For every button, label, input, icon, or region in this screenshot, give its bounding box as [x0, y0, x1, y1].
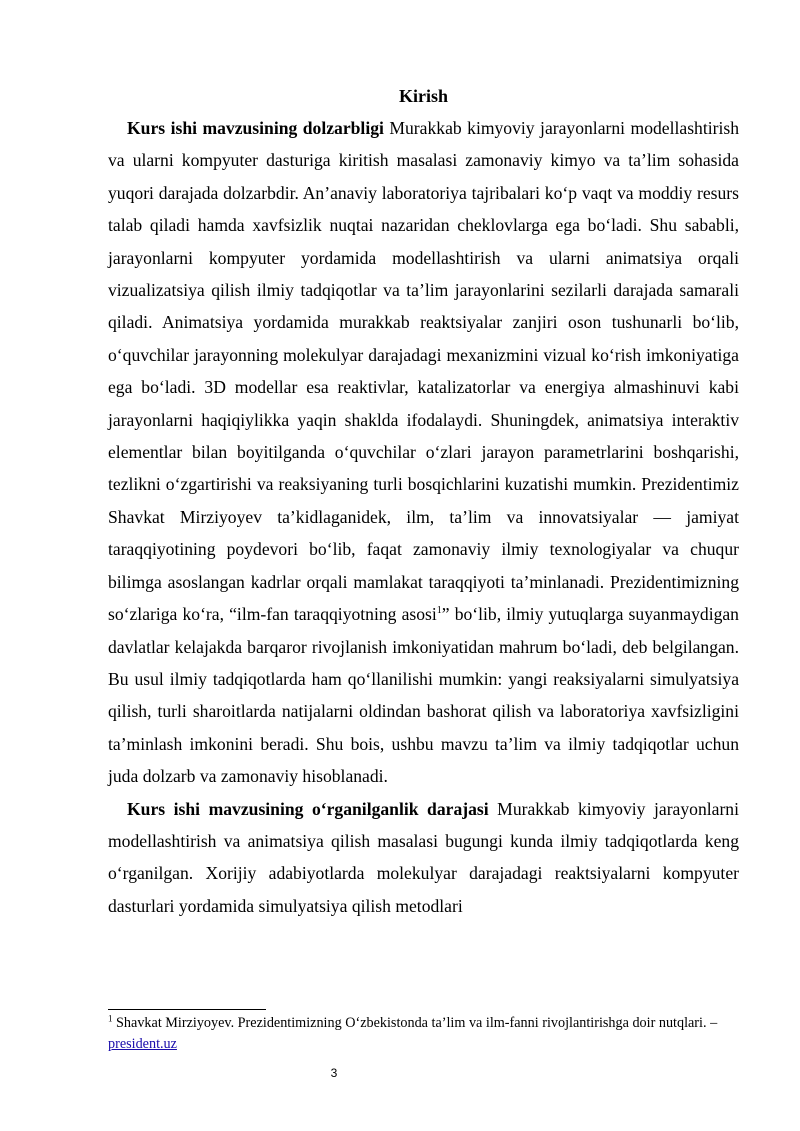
section-heading: Kirish — [398, 86, 448, 106]
study-level-lead: Kurs ishi mavzusining o‘rganilganlik darajasi — [127, 798, 489, 819]
paragraph-study-level — [108, 793, 739, 923]
relevance-text-b: ” bo‘lib, ilmiy yutuqlarga suyanmaydigan davlatlar kelajakda barqaror rivojlanish imkoniyatidan mahrum bo‘ladi, deb belgilangan. Bu usul ilmiy tadqiqotlarda ham qo‘llanilishi mumkin: yangi reaksiyalarni simulyatsiya qilish, turli sharoitlarda natijalarni oldindan bashorat qilish va laboratoriya xavfsizligini ta’minlash imkonini beradi. Shu bois, ushbu mavzu ta’lim va ilmiy tadqiqotlar uchun juda dolzarb va zamonaviy hisoblanadi. — [108, 604, 739, 787]
page-number: 3 — [330, 1066, 338, 1080]
footnote-divider — [108, 1009, 266, 1010]
footnote-text: Shavkat Mirziyoyev. Prezidentimizning O‘zbekistonda ta’lim va ilm-fanni rivojlantirishga doir nutqlari. – — [112, 1015, 718, 1031]
relevance-text-a: Murakkab kimyoviy jarayonlarni modellashtirish va ularni kompyuter dasturiga kiritish masalasi zamonaviy kimyo va ta’lim sohasida yuqori darajada dolzarbdir. An’anaviy laboratoriya tajribalari ko‘p vaqt va moddiy resurs talab qiladi hamda xavfsizlik nuqtai nazaridan cheklovlarga ega bo‘ladi. Shu sababli, jarayonlarni kompyuter yordamida modellashtirish va ularni animatsiya orqali vizualizatsiya qilish ilmiy tadqiqotlar va ta’lim jarayonlarini sezilarli darajada samarali qiladi. Animatsiya yordamida murakkab reaktsiyalar zanjiri oson tushunarli bo‘lib, o‘quvchilar jarayonning molekulyar darajadagi mexanizmini vizual ko‘rish imkoniyatiga ega bo‘ladi. 3D modellar esa reaktivlar, katalizatorlar va energiya almashinuvi kabi jarayonlarni haqiqiylikka yaqin shaklda ifodalaydi. Shuningdek, animatsiya interaktiv elementlar bilan boyitilganda o‘quvchilar o‘zlari jarayon parametrlarini boshqarishi, tezlikni o‘zgartirishi va reaksiyaning turli bosqichlarini kuzatishi mumkin. Prezidentimiz Shavkat Mirziyoyev ta’kidlaganidek, ilm, ta’lim va innovatsiyalar — jamiyat taraqqiyotining poydevori bo‘lib, faqat zamonaviy ilmiy texnologiyalar va chuqur bilimga asoslangan kadrlar orqali mamlakat taraqqiyoti ta’minlanadi. Prezidentimizning so‘zlariga ko‘ra, “ilm-fan taraqqiyotning asosi — [108, 118, 740, 625]
footnote — [108, 1013, 739, 1055]
study-level-text: Murakkab kimyoviy jarayonlarni modellashtirish va animatsiya qilish masalasi bugungi kunda ilmiy tadqiqotlarda keng o‘rganilgan. Xorijiy adabiyotlarda molekulyar darajadagi reaktsiyalarni kompyuter dasturlari yordamida simulyatsiya qilish metodlari — [108, 798, 739, 916]
paragraph-relevance — [108, 112, 739, 793]
document-body — [108, 80, 739, 922]
footnote-link[interactable]: president.uz — [108, 1036, 177, 1052]
relevance-lead: Kurs ishi mavzusining dolzarbligi — [127, 118, 384, 138]
footnote-mark: 1 — [108, 1013, 113, 1024]
footnote-reference[interactable]: 1 — [436, 605, 442, 617]
